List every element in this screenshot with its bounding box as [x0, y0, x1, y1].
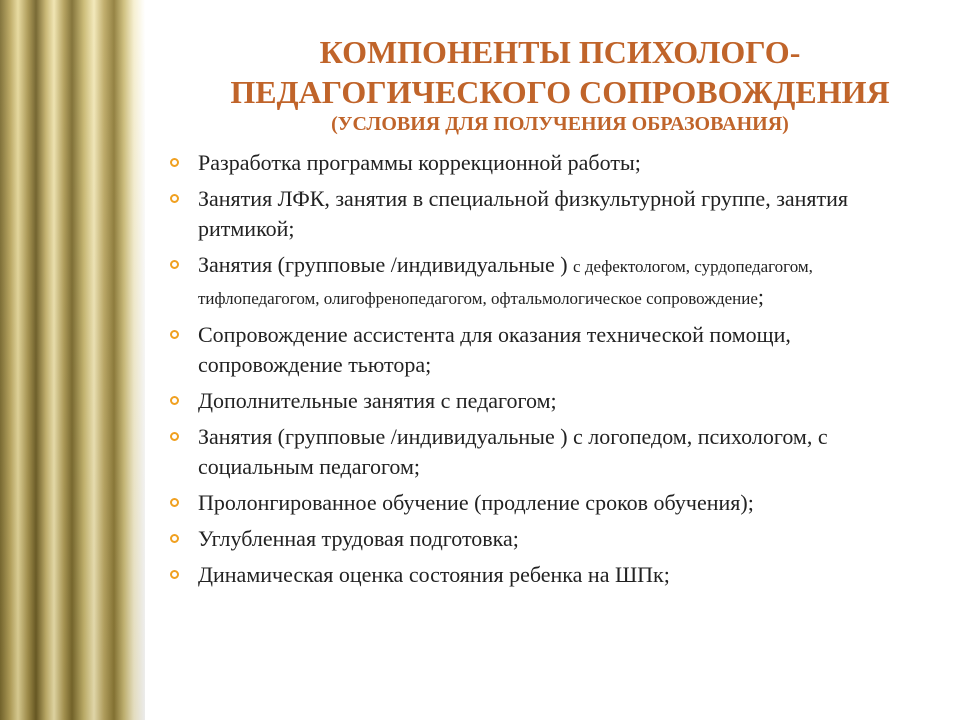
list-item	[168, 524, 938, 554]
list-item	[168, 184, 938, 244]
bullet-icon	[170, 260, 179, 269]
slide-subtitle: (УСЛОВИЯ ДЛЯ ПОЛУЧЕНИЯ ОБРАЗОВАНИЯ)	[331, 113, 789, 135]
bullet-icon	[170, 498, 179, 507]
bullet-icon	[170, 158, 179, 167]
list-item-text-small: с дефектологом, сурдопедагогом, тифлопедагогом, олигофренопедагогом, офтальмологическое сопровождение	[198, 257, 813, 308]
list-item	[168, 386, 938, 416]
bullet-icon	[170, 194, 179, 203]
list-item	[168, 488, 938, 518]
bullet-icon	[170, 432, 179, 441]
list-item-tail: ;	[757, 284, 765, 309]
list-item-text: Динамическая оценка состояния ребенка на ШПк;	[198, 562, 670, 587]
title-line-1: КОМПОНЕНТЫ ПСИХОЛОГО-	[319, 34, 801, 70]
list-item-text: Дополнительные занятия с педагогом;	[198, 388, 557, 413]
bullet-icon	[170, 396, 179, 405]
curtain-decoration	[0, 0, 145, 720]
list-item-text: Сопровождение ассистента для оказания технической помощи, сопровождение тьютора;	[198, 322, 791, 377]
list-item	[168, 148, 938, 178]
bullet-icon	[170, 330, 179, 339]
list-item	[168, 250, 938, 314]
list-item-text: Занятия (групповые /индивидуальные )	[198, 252, 574, 277]
list-item	[168, 560, 938, 590]
list-item-text: Углубленная трудовая подготовка;	[198, 526, 519, 551]
list-item-text: Занятия ЛФК, занятия в специальной физкультурной группе, занятия ритмикой;	[198, 186, 849, 241]
list-item	[168, 320, 938, 380]
components-list	[168, 148, 938, 596]
bullet-icon	[170, 534, 179, 543]
list-item-text: Занятия (групповые /индивидуальные ) с логопедом, психологом, с социальным педагогом;	[198, 424, 828, 479]
slide-title	[165, 32, 955, 112]
bullet-icon	[170, 570, 179, 579]
title-line-2: ПЕДАГОГИЧЕСКОГО СОПРОВОЖДЕНИЯ	[230, 74, 890, 110]
list-item	[168, 422, 938, 482]
list-item-text: Разработка программы коррекционной работы;	[198, 150, 641, 175]
list-item-text: Пролонгированное обучение (продление сроков обучения);	[198, 490, 754, 515]
